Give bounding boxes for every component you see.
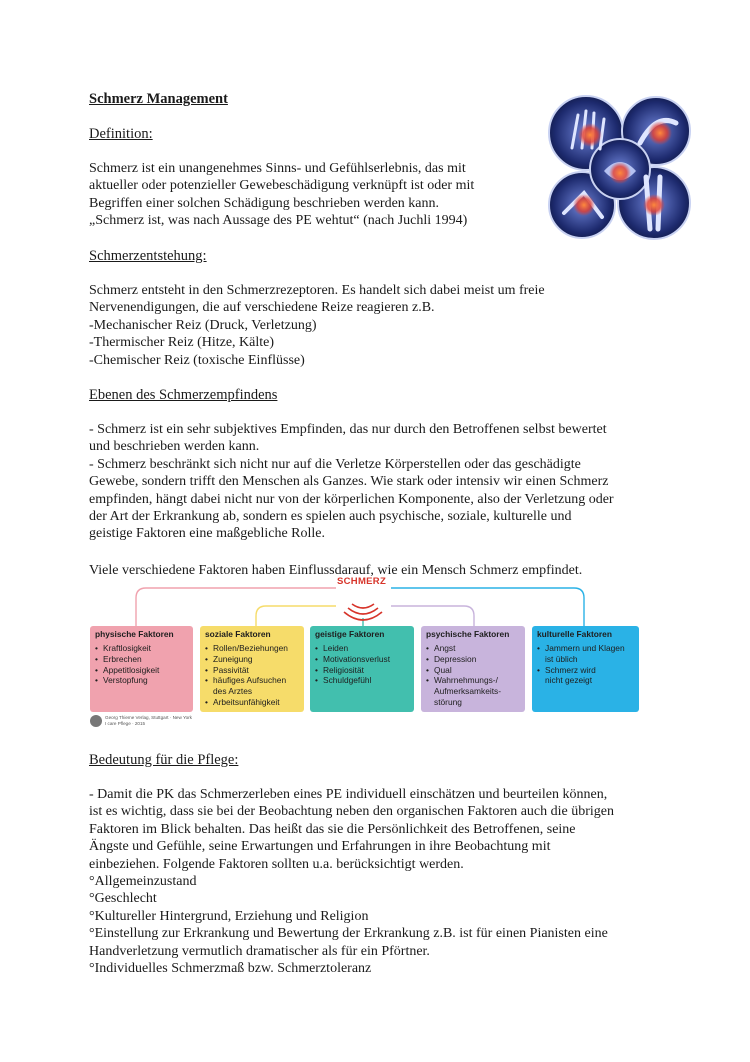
entstehung-line: -Thermischer Reiz (Hitze, Kälte) xyxy=(89,335,275,351)
definition-heading: Definition: xyxy=(89,126,153,142)
ebenen-line: geistige Faktoren eine maßgebliche Rolle. xyxy=(89,526,325,542)
box-soziale-faktoren xyxy=(200,626,304,712)
ebenen-text xyxy=(89,421,669,543)
pflege-heading: Bedeutung für die Pflege: xyxy=(89,752,239,768)
box-physische-faktoren xyxy=(90,626,193,712)
list-item: • Zuneigung xyxy=(205,654,304,665)
list-item: • Qual xyxy=(426,665,525,676)
list-item: • Leiden xyxy=(315,643,414,654)
list-item: • Appetitlosigkeit xyxy=(95,665,193,676)
list-item: • Religiosität xyxy=(315,665,414,676)
definition-line: Begriffen einer solchen Schädigung beschrieben werden kann. xyxy=(89,195,440,211)
box-psychische-faktoren xyxy=(421,626,525,712)
thieme-logo-icon xyxy=(90,715,102,727)
list-item: • Motivationsverlust xyxy=(315,654,414,665)
list-item: • Depression xyxy=(426,654,525,665)
entstehung-line: Schmerz entsteht in den Schmerzrezeptoren. Es handelt sich dabei meist um freie xyxy=(89,283,545,298)
ebenen-line: - Schmerz beschränkt sich nicht nur auf die Verletze Körperstellen oder das geschädigte xyxy=(89,456,581,472)
entstehung-line: -Chemischer Reiz (toxische Einflüsse) xyxy=(89,352,305,368)
list-item: • Jammern und Klagen xyxy=(537,643,639,654)
list-item: • Arbeitsunfähigkeit xyxy=(205,697,304,708)
box-list xyxy=(310,643,414,686)
box-kulturelle-faktoren xyxy=(532,626,639,712)
list-item: • Schmerz wird xyxy=(537,665,639,676)
pflege-line: °Individuelles Schmerzmaß bzw. Schmerztoleranz xyxy=(89,961,372,977)
pflege-line: °Geschlecht xyxy=(89,891,157,907)
list-item: • Schuldgefühl xyxy=(315,675,414,686)
list-item: nicht gezeigt xyxy=(545,675,593,686)
entstehung-line: Nervenendigungen, die auf verschiedene Reize reagieren z.B. xyxy=(89,300,435,316)
entstehung-line: -Mechanischer Reiz (Druck, Verletzung) xyxy=(89,317,317,333)
pflege-line: Handverletzung vermutlich dramatischer als für ein Pförtner. xyxy=(89,943,430,959)
pflege-line: Ängste und Gefühle, seine Erwartungen und Erfahrungen in ihre Beobachtung mit xyxy=(89,839,551,855)
faktoren-intro: Viele verschiedene Faktoren haben Einflussdarauf, wie ein Mensch Schmerz empfindet. xyxy=(89,563,583,578)
list-item: des Arztes xyxy=(213,686,253,697)
box-title: soziale Faktoren xyxy=(205,629,271,639)
list-item: • Passivität xyxy=(205,665,304,676)
box-list xyxy=(90,643,193,686)
list-item: • Rollen/Beziehungen xyxy=(205,643,304,654)
entstehung-text xyxy=(89,282,669,369)
list-item: • Kraftlosigkeit xyxy=(95,643,193,654)
box-title: physische Faktoren xyxy=(95,629,174,639)
ebenen-heading: Ebenen des Schmerzempfindens xyxy=(89,387,278,403)
definition-line: Schmerz ist ein unangenehmes Sinns- und Gefühlserlebnis, das mit xyxy=(89,161,466,176)
box-list xyxy=(532,643,639,686)
box-title: psychische Faktoren xyxy=(426,629,510,639)
diagram-copyright xyxy=(105,715,225,726)
definition-text xyxy=(89,160,669,230)
entstehung-heading: Schmerzentstehung: xyxy=(89,248,207,264)
pflege-text xyxy=(89,786,669,977)
box-title: kulturelle Faktoren xyxy=(537,629,612,639)
copyright-line: I care Pflege · 2015 xyxy=(105,720,146,726)
page-title: Schmerz Management xyxy=(89,91,228,107)
pflege-line: °Allgemeinzustand xyxy=(89,874,197,890)
ebenen-line: empfinden, hängt dabei nicht nur von der körperlichen Komponente, also der Verletzung oder xyxy=(89,491,614,507)
schmerz-center-label: SCHMERZ xyxy=(337,576,387,587)
ebenen-line: Gewebe, sondern trifft den Menschen als Ganzes. Wie stark oder intensiv wir einen Schmerz xyxy=(89,474,609,490)
box-geistige-faktoren xyxy=(310,626,414,712)
pflege-line: ist es wichtig, dass sie bei der Beobachtung neben den organischen Faktoren auch die übrigen xyxy=(89,804,614,820)
ebenen-line: der Art der Erkrankung ab, sondern es spielen auch psychische, soziale, kulturelle und xyxy=(89,509,572,525)
list-item: • häufiges Aufsuchen xyxy=(205,675,304,686)
list-item: • Erbrechen xyxy=(95,654,193,665)
pflege-line: °Kultureller Hintergrund, Erziehung und Religion xyxy=(89,908,369,924)
box-list xyxy=(421,643,525,708)
pflege-line: - Damit die PK das Schmerzerleben eines PE individuell einschätzen und beurteilen können, xyxy=(89,787,608,802)
list-item: • Verstopfung xyxy=(95,675,193,686)
list-item: ist üblich xyxy=(545,653,578,664)
definition-line: aktueller oder potenzieller Gewebeschädigung verknüpft ist oder mit xyxy=(89,178,475,194)
list-item: • Wahrnehmungs-/ xyxy=(426,675,525,686)
ebenen-line: und beschrieben werden kann. xyxy=(89,439,260,455)
copyright-line: Georg Thieme Verlag, Stuttgart · New York xyxy=(105,715,192,720)
definition-line: „Schmerz ist, was nach Aussage des PE wehtut“ (nach Juchli 1994) xyxy=(89,213,468,229)
ebenen-line: - Schmerz ist ein sehr subjektives Empfinden, das nur durch den Betroffenen selbst bewertet xyxy=(89,422,607,437)
box-list xyxy=(200,643,304,708)
list-item: • Angst xyxy=(426,643,525,654)
pflege-line: °Einstellung zur Erkrankung und Bewertung der Erkrankung z.B. ist für einen Pianisten eine xyxy=(89,926,608,942)
box-title: geistige Faktoren xyxy=(315,629,385,639)
list-item: Aufmerksamkeits- xyxy=(434,686,502,697)
pflege-line: Faktoren im Blick behalten. Das heißt das sie die Persönlichkeit des Betroffenen, seine xyxy=(89,821,576,837)
pflege-line: einbeziehen. Folgende Faktoren sollten u.a. berücksichtigt werden. xyxy=(89,856,464,872)
list-item: störung xyxy=(434,696,462,707)
